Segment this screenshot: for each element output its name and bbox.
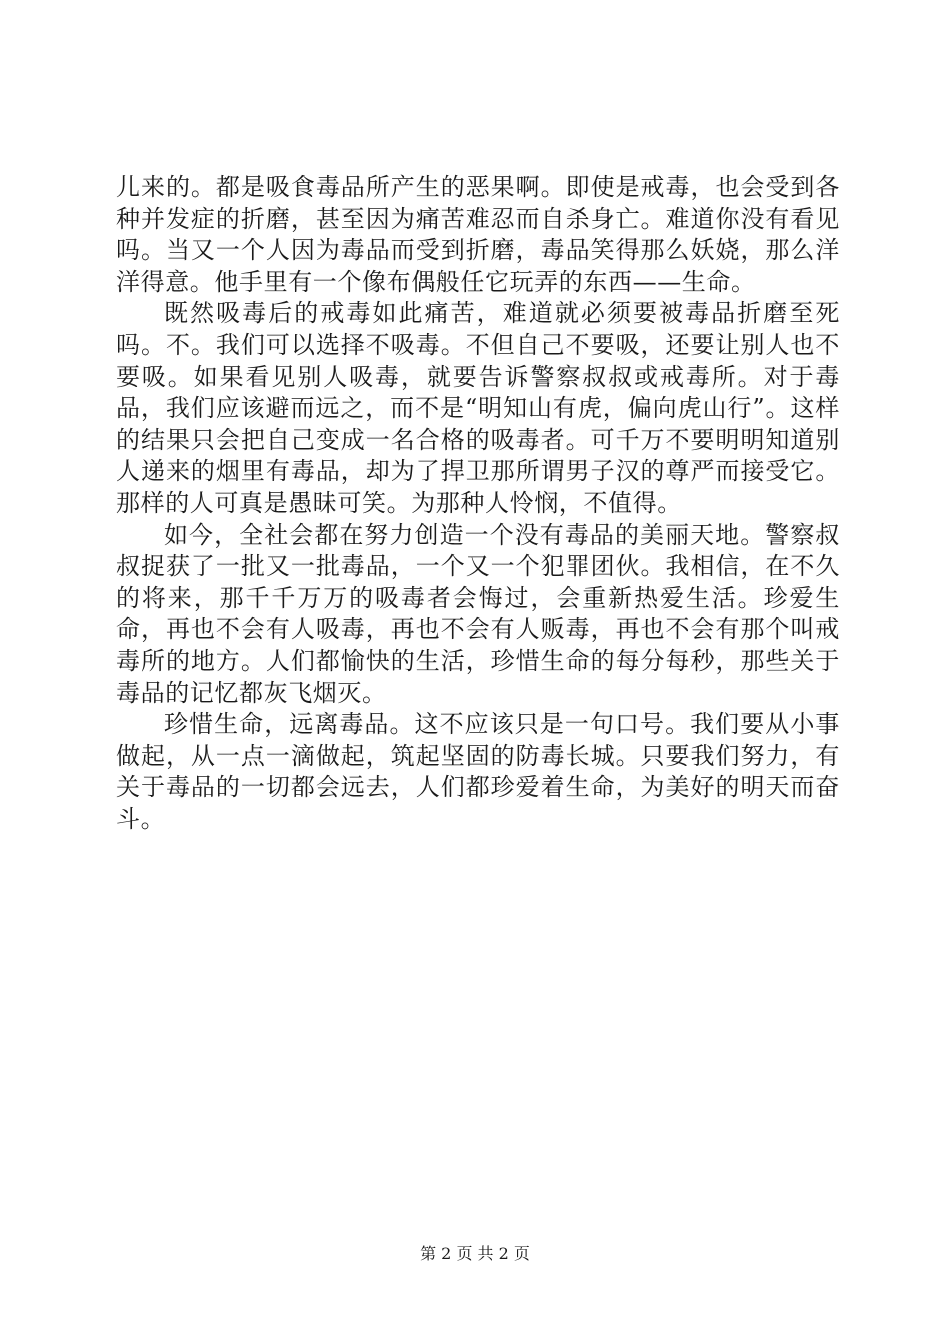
paragraph-3: 如今，全社会都在努力创造一个没有毒品的美丽天地。警察叔叔捉获了一批又一批毒品，一个又一个犯罪团伙。我相信，在不久的将来，那千千万万的吸毒者会悔过，会重新热爱生活。珍爱生命，再也不会有人吸毒，再也不会有人贩毒，再也不会有那个叫戒毒所的地方。人们都愉快的生活，珍惜生命的每分每秒，那些关于毒品的记忆都灰飞烟灭。 — [116, 520, 840, 707]
paragraph-4: 珍惜生命，远离毒品。这不应该只是一句口号。我们要从小事做起，从一点一滴做起，筑起坚固的防毒长城。只要我们努力，有关于毒品的一切都会远去，人们都珍爱着生命，为美好的明天而奋斗。 — [116, 710, 840, 833]
paragraph-1: 儿来的。都是吸食毒品所产生的恶果啊。即使是戒毒，也会受到各种并发症的折磨，甚至因为痛苦难忍而自杀身亡。难道你没有看见吗。当又一个人因为毒品而受到折磨，毒品笑得那么妖娆，那么洋洋得意。他手里有一个像布偶般任它玩弄的东西——生命。 — [116, 173, 840, 296]
paragraph-2: 既然吸毒后的戒毒如此痛苦，难道就必须要被毒品折磨至死吗。不。我们可以选择不吸毒。不但自己不要吸，还要让别人也不要吸。如果看见别人吸毒，就要告诉警察叔叔或戒毒所。对于毒品，我们应该避而远之，而不是“明知山有虎，偏向虎山行”。这样的结果只会把自己变成一名合格的吸毒者。可千万不要明明知道别人递来的烟里有毒品，却为了捍卫那所谓男子汉的尊严而接受它。那样的人可真是愚昧可笑。为那种人怜悯，不值得。 — [116, 299, 840, 517]
page-footer: 第 2 页 共 2 页 — [420, 1244, 530, 1263]
document-body — [116, 172, 840, 835]
